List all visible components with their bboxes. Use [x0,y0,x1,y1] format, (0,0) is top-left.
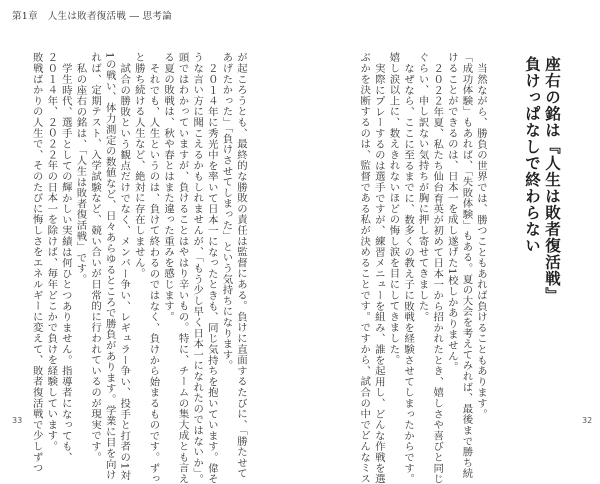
section-heading [522,56,562,304]
right-body-text [348,52,488,484]
text-column: ２０２２年夏、私たち仙台育英が初めて日本一から招かれたとき、嬉しさや喜びと同じ [431,63,444,484]
text-column: ２０１４年、２０２２年の日本一を除けば、毎年どこかで負けを経験しています。 [45,52,58,452]
text-column: うな言い方に聞こえるかもしれませんが、「もう少し早く日本一になれたのではないか」。 [191,52,204,484]
text-column: ぐらい、申し訳ない気持ちが胸に押し寄せてきました。 [416,52,429,322]
text-column: 敗戦ばかりの人生で、そのたびに悔しさをエネルギーに変えて、敗者復活戦で少しずつ [30,52,43,474]
text-column: れば、定期テスト、入学試験など、競い合いが日常的に行われているのが現実です。 [89,52,102,463]
running-head: 第1章 人生は敗者復活戦 ― 思考論 [12,11,172,22]
text-column: る夏の敗戦は、秋や春とはまた違った重みを感じます。 [162,52,175,322]
page-number: 33 [12,416,23,425]
text-column: それでも、人生というのは、負けて終わるのではなく、負けから始まるものです。ずっ [147,63,160,484]
text-column: 頭ではわかっていますが、負けることはやはり辛いもの。特に、チームの集大成とも言え [176,52,189,484]
text-column: ぶかを決断するのは、監督である私が決めることです。ですから、試合の中でどんなミス [358,52,371,484]
text-column: あげたかった」「負けさせてしまった」という気持ちになります。 [220,52,233,371]
text-column: 学生時代、選手としての輝かしい実績は何ひとつありません。指導者になっても、 [59,63,72,463]
left-body-text [23,52,248,484]
text-column: 私の座右の銘は、「人生は敗者復活戦」です。 [74,63,87,285]
text-column: 嬉し涙以上に、数えきれないほどの悔し涙を目にしてきました。 [387,52,400,366]
text-column: 当然ながら、勝負の世界では、勝つこともあれば負けることもあります。 [475,63,487,420]
text-column: 実際にプレーするのは選手ですが、練習メニューを組み、誰を起用し、どんな作戦を選 [372,63,385,484]
text-column: なぜなら、ここに至るまでに、数多くの教え子に敗戦を経験させてしまったからです。 [402,63,415,484]
section-heading-sub: 負けっぱなしで終わらない [523,56,541,254]
right-page [300,0,600,484]
text-column: ２０１４年に秀光中を率いて日本一になったときも、同じ気持ちを抱いています。偉そ [205,63,218,484]
text-column: 1の戦い、体力測定の数値など、日々あらゆるところで勝負があります。学業に目を向け [103,52,116,481]
text-column: 試合の勝敗という観点だけでなく、メンバー争い、レギュラー争い、投手と打者の1対 [118,63,131,481]
text-column: と勝ち続ける人生など、絶対に存在しません。 [132,52,145,279]
text-column: が起ころうとも、最終的な勝敗の責任は監督にある。負けに直面するたびに、「勝たせて [235,52,247,479]
section-heading-main: 座右の銘は『人生は敗者復活戦』 [543,56,561,304]
text-column: けることができるのは、日本一を成し遂げた1校しかありません。 [445,52,458,373]
text-column: 「成功体験」もあれば、「失敗体験」もある。夏の大会を考えてみれば、最後まで勝ち続 [460,52,473,479]
page-number: 32 [582,416,593,425]
